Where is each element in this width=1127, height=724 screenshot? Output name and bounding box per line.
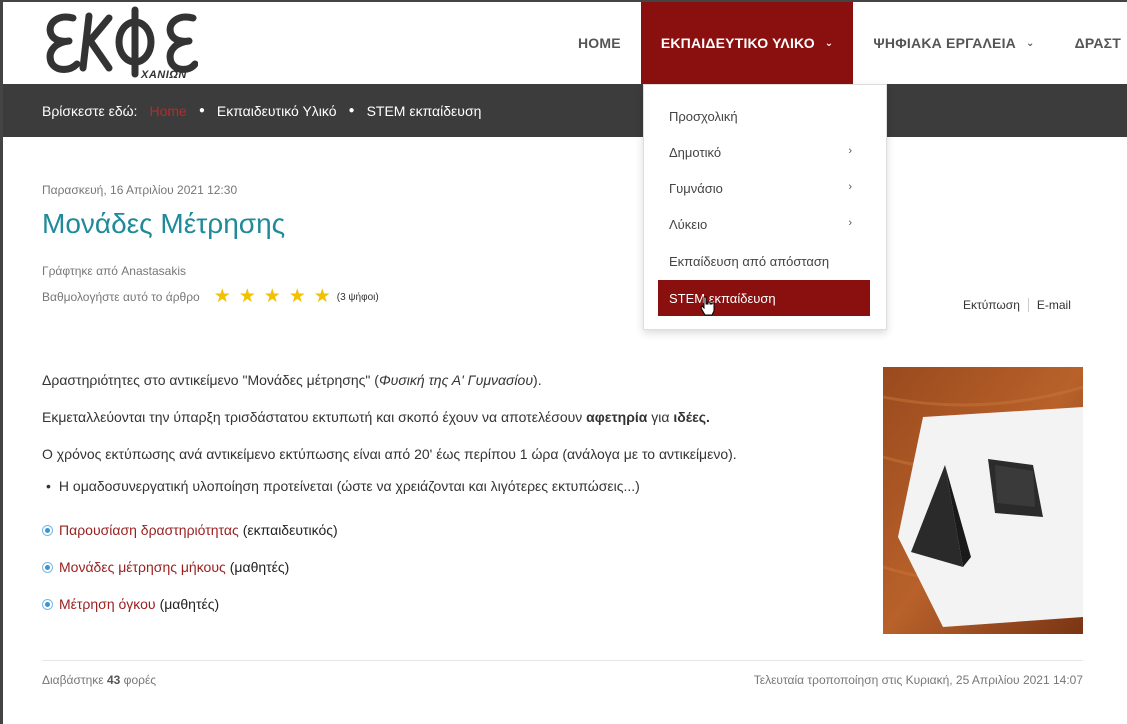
breadcrumb-educational-material-link[interactable]: Εκπαιδευτικό Υλικό xyxy=(216,102,337,119)
nav-educational-material-label: ΕΚΠΑΙΔΕΥΤΙΚΟ ΥΛΙΚΟ xyxy=(660,35,815,51)
dropdown-item-label: STEM εκπαίδευση xyxy=(669,290,776,306)
nav-digital-tools-label: ΨΗΦΙΑΚΑ ΕΡΓΑΛΕΙΑ xyxy=(873,35,1016,51)
rating-votes: (3 ψήφοι) xyxy=(336,291,379,303)
radio-icon xyxy=(42,525,53,536)
length-units-link[interactable]: Μονάδες μέτρησης μήκους xyxy=(59,559,226,575)
text: ). xyxy=(533,372,542,388)
link-audience: (μαθητές) xyxy=(229,559,290,575)
breadcrumb-separator: ● xyxy=(348,105,355,116)
bold-text: ιδέες. xyxy=(673,409,710,425)
dropdown-item-label: Προσχολική xyxy=(669,108,738,124)
breadcrumb-separator: ● xyxy=(198,105,205,116)
breadcrumb-current: STEM εκπαίδευση xyxy=(366,102,482,119)
dropdown-item-label: Εκπαίδευση από απόσταση xyxy=(669,253,830,269)
text: φορές xyxy=(120,673,157,687)
site-logo[interactable] xyxy=(43,4,198,82)
dropdown-item-label: Δημοτικό xyxy=(669,144,722,160)
dropdown-item-label: Γυμνάσιο xyxy=(669,180,723,196)
breadcrumb xyxy=(42,84,481,137)
article-paragraph-2 xyxy=(42,409,710,425)
star-icon[interactable]: ★ xyxy=(313,286,331,307)
breadcrumb-prefix: Βρίσκεστε εδώ: xyxy=(42,102,138,119)
dropdown-item-preschool[interactable] xyxy=(658,98,870,134)
nav-educational-material[interactable] xyxy=(641,2,854,84)
breadcrumb-home-link[interactable]: Home xyxy=(149,102,187,119)
chevron-right-icon: › xyxy=(848,217,852,229)
star-icon[interactable]: ★ xyxy=(288,286,306,307)
subject-italic: Φυσική της Α' Γυμνασίου xyxy=(378,372,534,388)
article-author: Γράφτηκε από Anastasakis xyxy=(42,264,187,278)
resource-link-3 xyxy=(42,596,219,612)
divider xyxy=(1028,298,1029,312)
main-nav xyxy=(558,2,1121,84)
dropdown-item-label: Λύκειο xyxy=(669,216,708,232)
star-icon[interactable]: ★ xyxy=(213,286,231,307)
divider xyxy=(42,660,1083,661)
radio-icon xyxy=(42,562,53,573)
chevron-right-icon: › xyxy=(848,181,852,193)
star-icon[interactable]: ★ xyxy=(263,286,281,307)
dropdown-item-gymnasium[interactable] xyxy=(658,170,870,206)
article-image xyxy=(883,367,1083,634)
list-item: • Η ομαδοσυνεργατική υλοποίηση προτείνεται (ώστε να χρειάζονται και λιγότερες εκτυπώσεις...) xyxy=(46,478,640,494)
breadcrumb-bar xyxy=(3,84,1127,137)
resource-link-2 xyxy=(42,559,289,575)
bold-text: αφετηρία xyxy=(586,409,648,425)
link-audience: (μαθητές) xyxy=(159,596,220,612)
text: για xyxy=(647,409,674,425)
star-icon[interactable]: ★ xyxy=(238,286,256,307)
nav-activities-label: ΔΡΑΣΤ xyxy=(1074,35,1122,51)
article-tools xyxy=(963,298,1071,312)
dropdown-item-lyceum[interactable] xyxy=(658,206,870,242)
text: Διαβάστηκε xyxy=(42,673,107,687)
nav-digital-tools[interactable] xyxy=(853,2,1054,84)
nav-home-label: HOME xyxy=(578,35,621,51)
text: Δραστηριότητες στο αντικείμενο "Μονάδες μέτρησης" ( xyxy=(42,372,379,388)
hand-cursor-icon xyxy=(700,296,716,321)
nav-activities[interactable] xyxy=(1055,2,1121,84)
text: Εκμεταλλεύονται την ύπαρξη τρισδάστατου εκτυπωτή και σκοπό έχουν να αποτελέσουν xyxy=(42,409,587,425)
nav-home[interactable] xyxy=(558,2,641,84)
chevron-down-icon: ⌄ xyxy=(824,37,834,49)
article-paragraph-3: Ο χρόνος εκτύπωσης ανά αντικείμενο εκτύπωσης είναι από 20' έως περίπου 1 ώρα (ανάλογα με το αντικείμενο). xyxy=(42,446,737,462)
hits-count: 43 xyxy=(106,673,121,687)
logo-subtitle: ΧΑΝΙΩΝ xyxy=(141,69,187,81)
dropdown-item-stem[interactable] xyxy=(658,280,870,316)
dropdown-item-distance-education[interactable] xyxy=(658,243,870,279)
link-audience: (εκπαιδευτικός) xyxy=(242,522,338,538)
site-header xyxy=(3,2,1127,84)
article-modified: Τελευταία τροποποίηση στις Κυριακή, 25 Απριλίου 2021 14:07 xyxy=(753,673,1083,687)
presentation-link[interactable]: Παρουσίαση δραστηριότητας xyxy=(59,522,239,538)
article-date: Παρασκευή, 16 Απριλίου 2021 12:30 xyxy=(42,183,238,197)
article-hits xyxy=(42,673,156,687)
page-title[interactable]: Μονάδες Μέτρησης xyxy=(42,208,286,239)
chevron-right-icon: › xyxy=(848,145,852,157)
print-link[interactable]: Εκτύπωση xyxy=(963,298,1020,312)
educational-material-dropdown xyxy=(643,84,887,330)
chevron-down-icon: ⌄ xyxy=(1025,37,1035,49)
rating-label: Βαθμολογήστε αυτό το άρθρο xyxy=(42,290,200,304)
email-link[interactable]: E-mail xyxy=(1036,298,1071,312)
article-rating xyxy=(42,287,379,307)
dropdown-item-primary[interactable] xyxy=(658,134,870,170)
resource-link-1 xyxy=(42,522,338,538)
rating-stars xyxy=(210,287,335,307)
article-paragraph-1 xyxy=(42,372,542,388)
radio-icon xyxy=(42,599,53,610)
volume-measurement-link[interactable]: Μέτρηση όγκου xyxy=(59,596,156,612)
